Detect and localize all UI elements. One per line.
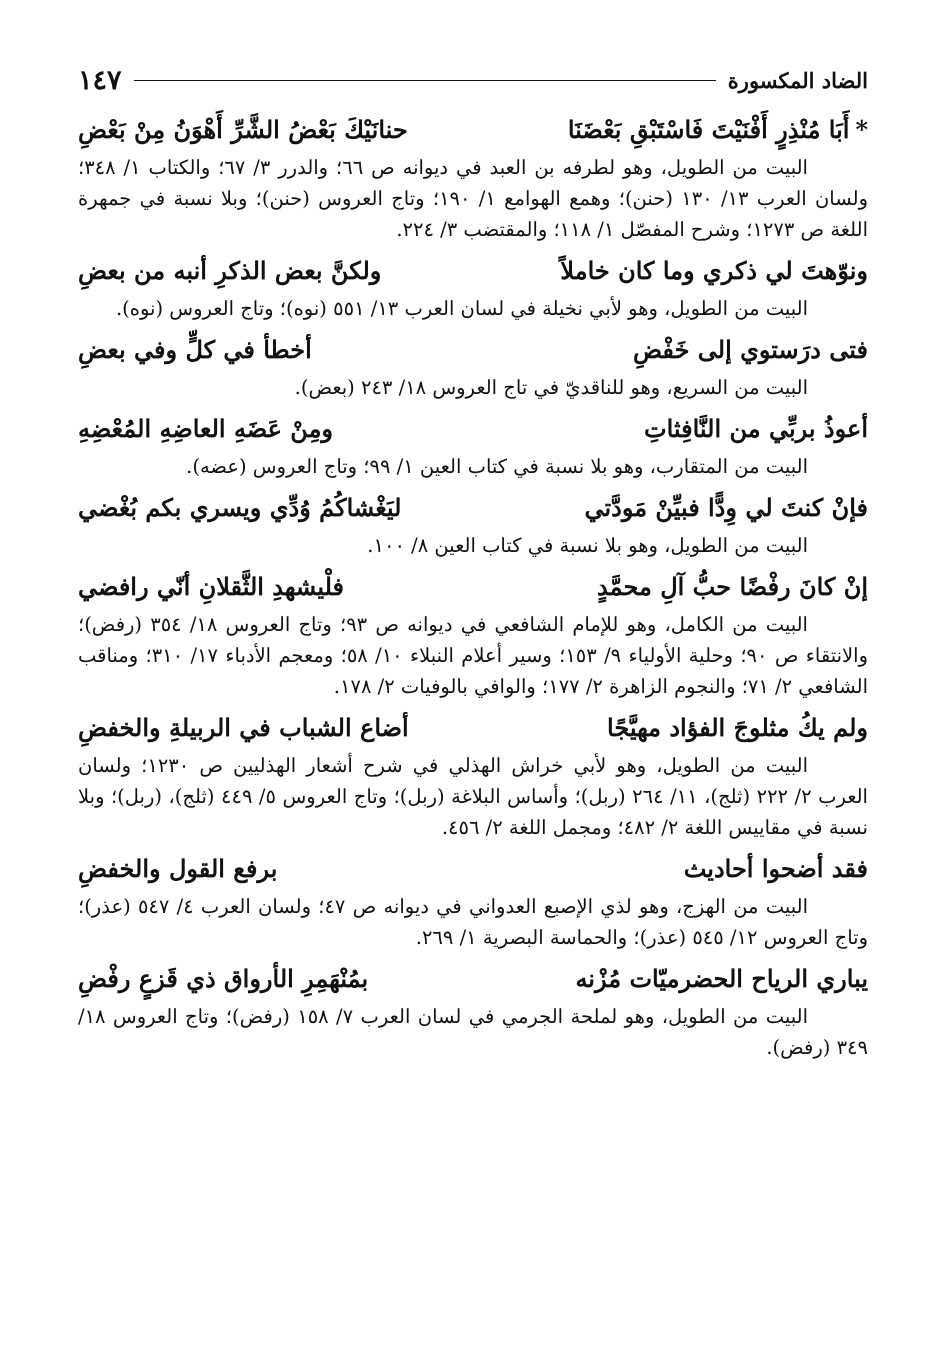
verse-entry <box>78 249 868 324</box>
page-header <box>78 58 868 102</box>
hemistich-first: إنْ كانَ رفْضًا حبُّ آلِ محمَّدٍ <box>597 572 868 601</box>
hemistich-first: فتى درَستوي إلى خَفْضِ <box>633 335 868 364</box>
chapter-title: الضاد المكسورة <box>727 67 868 93</box>
verse-line <box>78 249 868 293</box>
verse-entry <box>78 565 868 702</box>
verse-citation: البيت من الطويل، وهو بلا نسبة في كتاب العين ٨/ ١٠٠. <box>367 534 808 557</box>
hemistich-first: ونوّهتَ لي ذكري وما كان خاملاً <box>560 256 868 285</box>
hemistich-first: فإنْ كنتَ لي وِدًّا فبيِّنْ مَودَّتي <box>584 493 868 522</box>
verse-entry <box>78 847 868 953</box>
hemistich-first: فقد أضحوا أحاديث <box>683 854 868 883</box>
verse-line <box>78 565 868 609</box>
book-page <box>78 58 868 1338</box>
verse-line <box>78 108 868 152</box>
verse-line <box>78 847 868 891</box>
hemistich-second: ولكنَّ بعض الذكرِ أنبه من بعضِ <box>78 256 382 285</box>
hemistich-second: فلْيشهدِ الثَّقلانِ أنّي رافضي <box>78 572 345 601</box>
hemistich-second: حنانَيْكَ بَعْضُ الشَّرِّ أَهْوَنُ مِنْ بَعْضِ <box>78 115 408 144</box>
header-rule <box>134 80 716 81</box>
hemistich-first: أَبَا مُنْذِرٍ أَفْنَيْتَ فَاسْتَبْقِ بَعْضَنَا <box>567 115 850 144</box>
verse-line <box>78 706 868 750</box>
star-marker: * <box>855 115 868 144</box>
verse-citation: البيت من المتقارب، وهو بلا نسبة في كتاب العين ١/ ٩٩؛ وتاج العروس (عضه). <box>186 455 808 478</box>
verse-citation: البيت من الطويل، وهو لأبي خراش الهذلي في شرح أشعار الهذليين ص ١٢٣٠؛ ولسان العرب ٢/ ٢٢٢ (ثلج)، ١١/ ٢٦٤ (ربل)؛ وأساس البلاغة (ربل)؛ وتاج العروس ٥/ ٤٤٩ (ثلج)، (ربل)؛ وبلا نسبة في مقاييس اللغة ٢/ ٤٨٢؛ ومجمل اللغة ٢/ ٤٥٦. <box>78 754 868 839</box>
verse-line <box>78 486 868 530</box>
hemistich-first: يباري الرياح الحضرميّات مُزْنه <box>575 964 868 993</box>
page-number: ١٤٧ <box>78 64 122 96</box>
verse-entry <box>78 706 868 843</box>
hemistich-second: ومِنْ عَضَهِ العاضِهِ المُعْضِهِ <box>78 414 334 443</box>
hemistich-first: ولم يكُ مثلوجَ الفؤاد مهيَّجًا <box>607 713 868 742</box>
verse-citation: البيت من الهزج، وهو لذي الإصبع العدواني في ديوانه ص ٤٧؛ ولسان العرب ٤/ ٥٤٧ (عذر)؛ وتاج العروس ١٢/ ٥٤٥ (عذر)؛ والحماسة البصرية ١/ ٢٦٩. <box>78 895 868 949</box>
verse-entry <box>78 407 868 482</box>
verse-entry <box>78 486 868 561</box>
verse-citation: البيت من السريع، وهو للناقديّ في تاج العروس ١٨/ ٢٤٣ (بعض). <box>294 376 808 399</box>
verse-citation: البيت من الطويل، وهو لأبي نخيلة في لسان العرب ١٣/ ٥٥١ (نوه)؛ وتاج العروس (نوه). <box>115 297 808 320</box>
hemistich-second: ليَغْشاكُمُ وُدِّي ويسري بكم بُغْضي <box>78 493 402 522</box>
hemistich-first: أعوذُ بربِّي من النَّافِثاتِ <box>643 414 868 443</box>
verse-line <box>78 328 868 372</box>
verse-citation: البيت من الكامل، وهو للإمام الشافعي في ديوانه ص ٩٣؛ وتاج العروس ١٨/ ٣٥٤ (رفض)؛ والانتقاء ص ٩٠؛ وحلية الأولياء ٩/ ١٥٣؛ وسير أعلام النبلاء ١٠/ ٥٨؛ ومعجم الأدباء ١٧/ ٣١٠؛ ومناقب الشافعي ٢/ ٧١؛ والنجوم الزاهرة ٢/ ١٧٧؛ والوافي بالوفيات ٢/ ١٧٨. <box>78 613 869 698</box>
verse-entry <box>78 328 868 403</box>
verse-entry <box>78 957 868 1063</box>
hemistich-second: أضاع الشباب في الربيلةِ والخفضِ <box>78 713 409 742</box>
hemistich-second: برفع القول والخفضِ <box>78 854 278 883</box>
verse-line <box>78 957 868 1001</box>
verse-citation: البيت من الطويل، وهو لطرفه بن العبد في ديوانه ص ٦٦؛ والدرر ٣/ ٦٧؛ والكتاب ١/ ٣٤٨؛ ولسان العرب ١٣/ ١٣٠ (حنن)؛ وهمع الهوامع ١/ ١٩٠؛ وتاج العروس (حنن)؛ وبلا نسبة في جمهرة اللغة ص ١٢٧٣؛ وشرح المفصّل ١/ ١١٨؛ والمقتضب ٣/ ٢٢٤. <box>78 156 868 241</box>
verse-line <box>78 407 868 451</box>
verse-entry <box>78 108 868 245</box>
hemistich-second: أخطأ في كلٍّ وفي بعضِ <box>78 335 312 364</box>
hemistich-second: بمُنْهَمِرِ الأرواق ذي قَزعٍ رفْضِ <box>78 964 369 993</box>
verse-citation: البيت من الطويل، وهو لملحة الجرمي في لسان العرب ٧/ ١٥٨ (رفض)؛ وتاج العروس ١٨/ ٣٤٩ (رفض). <box>78 1005 868 1059</box>
